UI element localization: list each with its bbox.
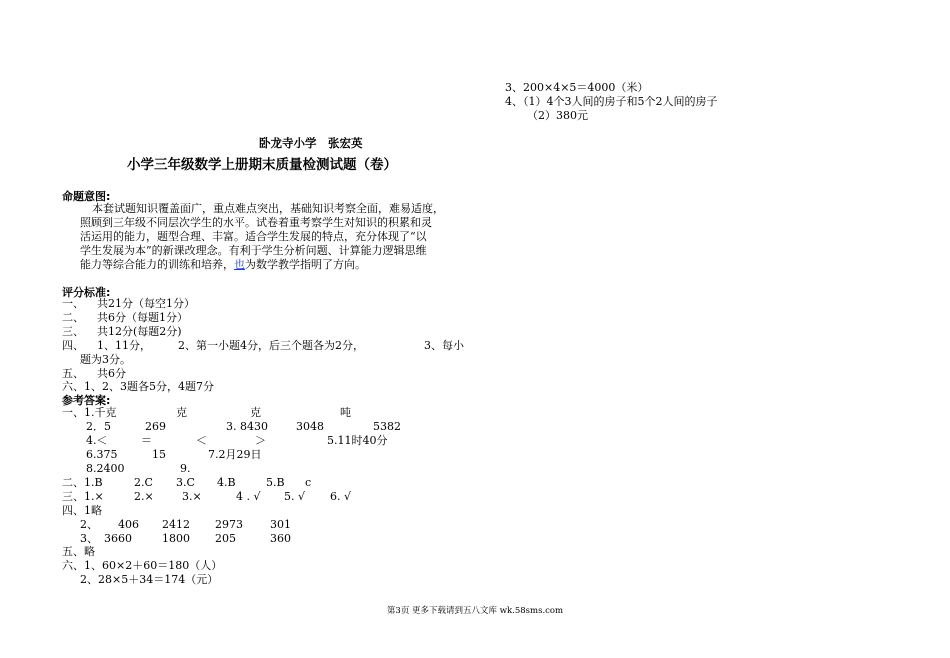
scoring-4-cont: 题为3分。 [80, 353, 131, 366]
answer-10-2: 3660 [104, 532, 132, 545]
scoring-4-part-a: 1、11分， [97, 339, 151, 352]
answer-10-1: 3、 [80, 532, 98, 545]
answer-5-2: 9. [180, 462, 191, 475]
answer-6-1: 二、1.B [62, 476, 103, 489]
scoring-5-text: 共6分 [97, 367, 126, 380]
answer-13: 2、28×5＋34＝174（元） [80, 573, 219, 586]
answer-9-5: 301 [270, 518, 291, 531]
answer-7-1: 三、1.× [62, 490, 104, 503]
answers-heading: 参考答案: [62, 394, 111, 407]
answer-7-4: 4 . √ [236, 490, 261, 503]
answer-2-2: 269 [145, 420, 166, 433]
scoring-1-text: 共21分（每空1分） [97, 297, 195, 310]
scoring-1-num: 一、 [62, 297, 84, 310]
right-answer-3: 3、200×4×5＝4000（米） [505, 81, 649, 94]
answer-2-3: 3. 8430 [226, 420, 268, 433]
answer-2-5: 5382 [373, 420, 401, 433]
answer-9-3: 2412 [162, 518, 190, 531]
page-title: 小学三年级数学上册期末质量检测试题（卷） [127, 157, 397, 173]
answer-6-6: c [305, 476, 312, 489]
scoring-2-num: 二、 [62, 311, 84, 324]
author-line: 卧龙寺小学 张宏英 [259, 136, 363, 150]
scoring-4-part-b: 2、第一小题4分，后三个题各为2分， [178, 339, 364, 352]
answer-6-2: 2.C [134, 476, 153, 489]
scoring-heading: 评分标准: [62, 286, 111, 299]
answer-4-2: 15 [152, 448, 166, 461]
answer-7-6: 6. √ [330, 490, 352, 503]
answer-10-4: 205 [215, 532, 236, 545]
answer-10-3: 1800 [162, 532, 190, 545]
scoring-2-text: 共6分（每题1分） [97, 311, 188, 324]
page-footer: 第3页 更多下载请到五八文库 wk.58sms.com [386, 606, 564, 616]
answer-3-4: ＞ [255, 434, 266, 447]
intent-line-2: 照顾到三年级不同层次学生的水平。试卷着重考察学生对知识的积累和灵 [80, 216, 432, 229]
answer-6-4: 4.B [217, 476, 236, 489]
answer-4-1: 6.375 [86, 448, 118, 461]
answer-9-2: 406 [118, 518, 139, 531]
intent-line-4: 学生发展为本”的新课改理念。有利于学生分析问题、计算能力逻辑思维 [80, 244, 427, 257]
answer-6-5: 5.B [266, 476, 285, 489]
answer-1-4: 吨 [340, 406, 351, 419]
answer-6-3: 3.C [176, 476, 195, 489]
answer-1-1: 一、1.千克 [62, 406, 117, 419]
scoring-3-text: 共12分(每题2分) [97, 325, 182, 338]
answer-12: 六、1、60×2＋60＝180（人） [62, 559, 223, 572]
intent-link[interactable]: 也 [234, 258, 245, 271]
scoring-6: 六、1、2、3题各5分，4题7分 [62, 380, 214, 393]
answer-2-4: 3048 [296, 420, 324, 433]
scoring-4-num: 四、 [62, 339, 84, 352]
right-answer-4b: （2）380元 [527, 109, 588, 122]
answer-1-3: 克 [250, 406, 261, 419]
answer-4-3: 7.2月29日 [208, 448, 262, 461]
answer-7-5: 5. √ [284, 490, 306, 503]
intent-line-5-text: 能力等综合能力的训练和培养， [80, 258, 234, 271]
right-answer-4a: 4、（1）4个3人间的房子和5个2人间的房子 [505, 95, 718, 108]
answer-1-2: 克 [176, 406, 187, 419]
answer-7-2: 2.× [134, 490, 154, 503]
scoring-4-part-c: 3、每小 [424, 339, 464, 352]
answer-10-5: 360 [270, 532, 291, 545]
answer-8: 四、1略 [62, 504, 102, 517]
answer-9-4: 2973 [215, 518, 243, 531]
intent-heading: 命题意图: [62, 190, 111, 203]
answer-3-3: ＜ [196, 434, 207, 447]
answer-9-1: 2、 [80, 518, 98, 531]
intent-line-1: 本套试题知识覆盖面广，重点难点突出，基础知识考察全面，难易适度， [92, 202, 444, 215]
answer-3-2: ＝ [141, 434, 152, 447]
intent-line-5 [80, 258, 366, 271]
intent-line-5-end: 为数学教学指明了方向。 [245, 258, 366, 271]
answer-11: 五、略 [62, 545, 95, 558]
answer-5-1: 8.2400 [86, 462, 125, 475]
answer-7-3: 3.× [182, 490, 202, 503]
scoring-5-num: 五、 [62, 367, 84, 380]
answer-3-5: 5.11时40分 [327, 434, 388, 447]
answer-3-1: 4.＜ [86, 434, 108, 447]
intent-line-3: 活运用的能力，题型合理、丰富。适合学生发展的特点，充分体现了“以 [80, 230, 427, 243]
scoring-3-num: 三、 [62, 325, 84, 338]
answer-2-1: 2．5 [86, 420, 111, 433]
